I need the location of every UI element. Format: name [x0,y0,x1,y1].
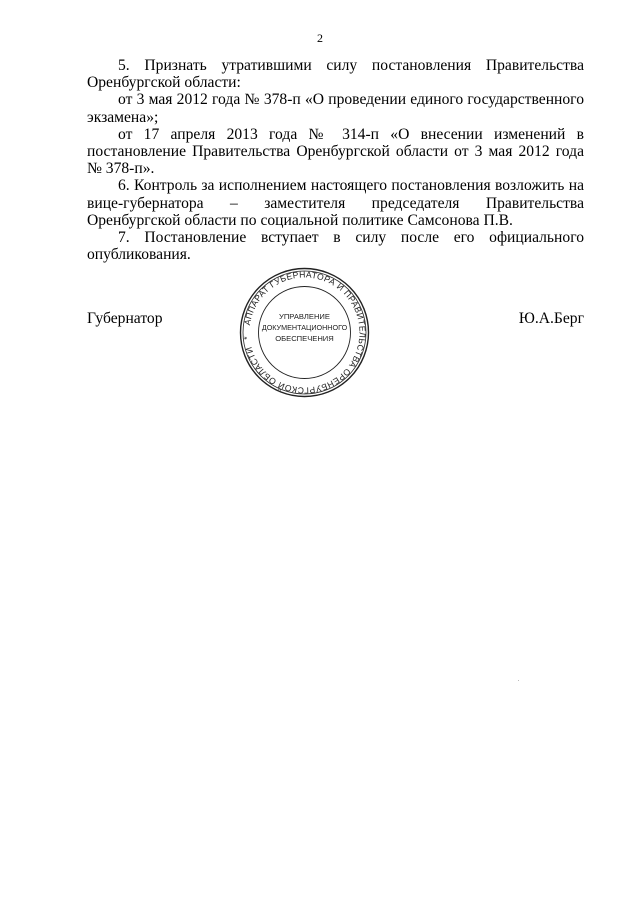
document-body [87,57,584,263]
official-stamp [239,267,370,398]
paragraph-6: 6. Контроль за исполнением настоящего постановления возложить на вице-губернатора – заместителя председателя Правительства Оренбургской области по социальной политике Самсонова П.В. [87,177,584,229]
stamp-line-3: ОБЕСПЕЧЕНИЯ [275,334,334,343]
paragraph-7: 7. Постановление вступает в силу после его официального опубликования. [87,229,584,264]
page-number: 2 [317,31,323,45]
paragraph-5: 5. Признать утратившими силу постановления Правительства Оренбургской области: [87,57,584,92]
scan-speck [518,680,519,681]
paragraph-5-item-1: от 3 мая 2012 года № 378-п «О проведении единого государственного экзамена»; [87,91,584,126]
stamp-star: * [241,335,252,341]
signatory-title: Губернатор [87,310,163,327]
signatory-name: Ю.А.Берг [518,310,584,327]
stamp-outer-text: АППАРАТ ГУБЕРНАТОРА И ПРАВИТЕЛЬСТВА ОРЕНБУРГСКОЙ ОБЛАСТИ [241,269,368,396]
stamp-seal-icon [239,267,370,398]
paragraph-5-item-2: от 17 апреля 2013 года № 314-п «О внесении изменений в постановление Правительства Оренбургской области от 3 мая 2012 года № 378-п». [87,125,584,178]
svg-text:АППАРАТ ГУБЕРНАТОРА И ПРАВИТЕЛ [242,269,368,395]
stamp-line-2: ДОКУМЕНТАЦИОННОГО [261,323,348,332]
stamp-line-1: УПРАВЛЕНИЕ [279,312,330,321]
